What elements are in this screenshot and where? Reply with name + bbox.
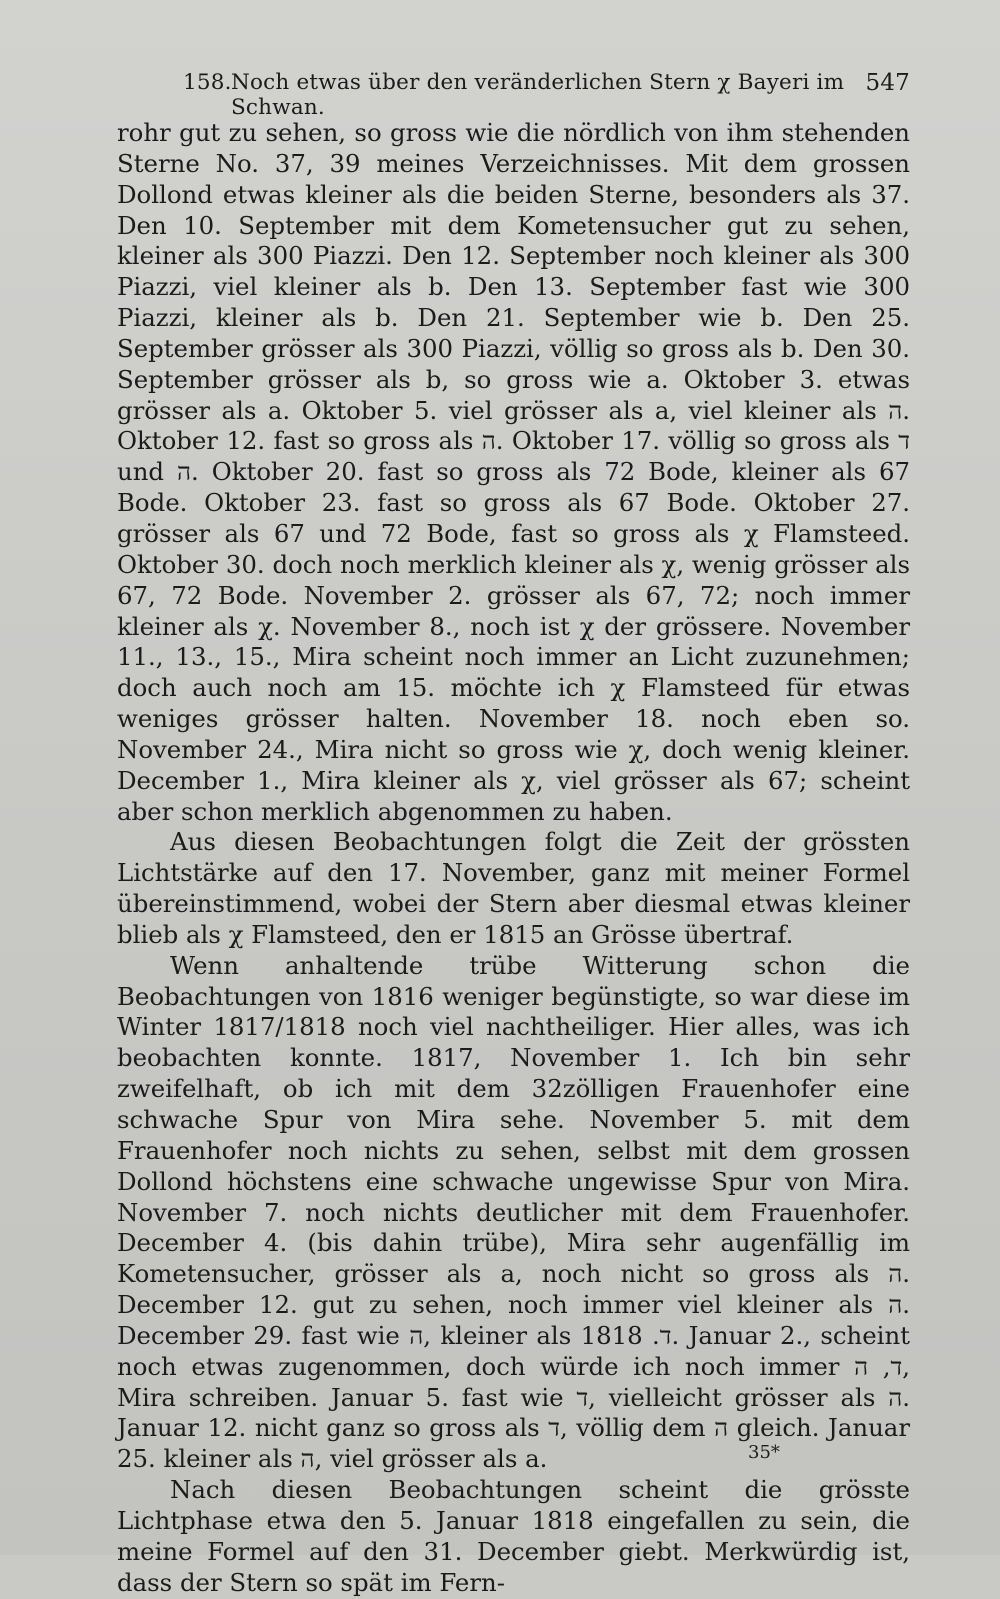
paragraph: Aus diesen Beobachtungen folgt die Zeit der grössten Lichtstärke auf den 17. November, ganz mit meiner Formel übereinstimmend, wobei der Stern aber diesmal etwas kleiner blieb als χ Flamsteed, den er 1815 an Grösse übertraf.	[117, 827, 910, 949]
signature-mark: 35*	[748, 1442, 780, 1463]
running-title: Noch etwas über den veränderlichen Stern χ Bayeri im Schwan.	[231, 70, 845, 120]
paragraph: rohr gut zu sehen, so gross wie die nördlich von ihm stehenden Sterne No. 37, 39 meines Verzeichnisses. Mit dem grossen Dollond etwas kleiner als die beiden Sterne, besonders als 37. Den 10. September mit dem Kometensucher gut zu sehen, kleiner als 300 Piazzi. Den 12. September noch kleiner als 300 Piazzi, viel kleiner als b. Den 13. September fast wie 300 Piazzi, kleiner als b. Den 21. September wie b. Den 25. September grösser als 300 Piazzi, völlig so gross als b. Den 30. September grösser als b, so gross wie a. Oktober 3. etwas grösser als a. Oktober 5. viel grösser als a, viel kleiner als ה. Oktober 12. fast so gross als ה. Oktober 17. völlig so gross als ד und ה. Oktober 20. fast so gross als 72 Bode, kleiner als 67 Bode. Oktober 23. fast so gross als 67 Bode. Oktober 27. grösser als 67 und 72 Bode, fast so gross als χ Flamsteed. Oktober 30. doch noch merklich kleiner als χ, wenig grösser als 67, 72 Bode. November 2. grösser als 67, 72; noch immer kleiner als χ. November 8., noch ist χ der grössere. November 11., 13., 15., Mira scheint noch immer an Licht zuzunehmen; doch auch noch am 15. möchte ich χ Flamsteed für etwas weniges grösser halten. November 18. noch eben so. November 24., Mira nicht so gross wie χ, doch wenig kleiner. December 1., Mira kleiner als χ, viel grösser als 67; scheint aber schon merklich abgenommen zu haben.	[117, 118, 910, 826]
section-number: 158.	[183, 70, 232, 95]
page-number: 547	[865, 70, 910, 96]
paragraph: Nach diesen Beobachtungen scheint die grösste Lichtphase etwa den 5. Januar 1818 eingefallen zu sein, die meine Formel auf den 31. December giebt. Merkwürdig ist, dass der Stern so spät im Fern-	[117, 1475, 910, 1597]
paragraph: Wenn anhaltende trübe Witterung schon die Beobachtungen von 1816 weniger begünstigte, so war diese im Winter 1817/1818 noch viel nachtheiliger. Hier alles, was ich beobachten konnte. 1817, November 1. Ich bin sehr zweifelhaft, ob ich mit dem 32zölligen Frauenhofer eine schwache Spur von Mira sehe. November 5. mit dem Frauenhofer noch nichts zu sehen, selbst mit dem grossen Dollond höchstens eine schwache ungewisse Spur von Mira. November 7. noch nichts deutlicher mit dem Frauenhofer. December 4. (bis dahin trübe), Mira sehr augenfällig im Kometensucher, grösser als a, noch nicht so gross als ה. December 12. gut zu sehen, noch immer viel kleiner als ה. December 29. fast wie ה, kleiner als ד. 1818. Januar 2., scheint noch etwas zugenommen, doch würde ich noch immer ד, ה, Mira schreiben. Januar 5. fast wie ד, vielleicht grösser als ה. Januar 12. nicht ganz so gross als ד, völlig dem ה gleich. Januar 25. kleiner als ה, viel grösser als a.	[117, 950, 910, 1474]
body-text	[117, 118, 910, 1599]
